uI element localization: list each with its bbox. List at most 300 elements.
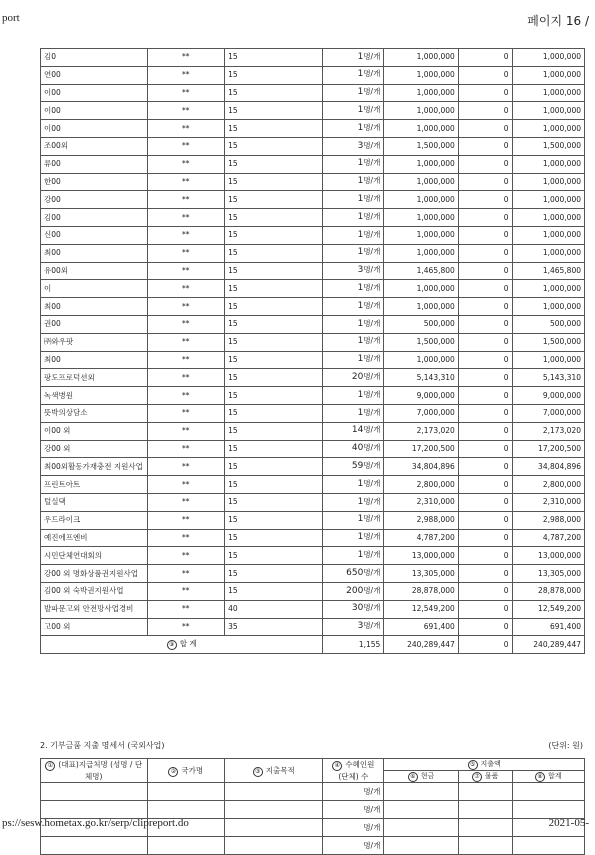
cell-count: 1명/개 [323, 155, 384, 173]
cell-id: ** [147, 102, 225, 120]
cell-country [147, 783, 225, 801]
cell-total: 28,878,000 [512, 582, 584, 600]
cell-cash: 1,500,000 [384, 333, 458, 351]
cell-total: 1,000,000 [512, 209, 584, 227]
cell-payee: 뜻박의상담소 [41, 404, 148, 422]
table-row [41, 137, 585, 155]
cell-goods: 0 [458, 244, 512, 262]
table-row [41, 511, 585, 529]
cell-count: 1명/개 [323, 547, 384, 565]
cell-id: ** [147, 120, 225, 138]
cell-cash: 1,465,800 [384, 262, 458, 280]
cell-goods: 0 [458, 458, 512, 476]
cell-total: 1,000,000 [512, 66, 584, 84]
cell-code: 15 [225, 102, 323, 120]
cell-cash: 1,000,000 [384, 66, 458, 84]
cell-count: 40명/개 [323, 440, 384, 458]
cell-id: ** [147, 422, 225, 440]
cell-total: 1,465,800 [512, 262, 584, 280]
cell-country [147, 837, 225, 855]
table-row [41, 529, 585, 547]
cell-payee: 털실댁 [41, 493, 148, 511]
cell-count: 30명/개 [323, 600, 384, 618]
cell-cash: 5,143,310 [384, 369, 458, 387]
table-row [41, 209, 585, 227]
cell-id: ** [147, 369, 225, 387]
cell-code: 15 [225, 244, 323, 262]
cell-cash: 2,988,000 [384, 511, 458, 529]
cell-cash: 1,000,000 [384, 298, 458, 316]
cell-total: 1,000,000 [512, 84, 584, 102]
total-count: 1,155 [323, 636, 384, 654]
cell-payee [41, 837, 148, 855]
cell-goods [458, 801, 512, 819]
cell-cash: 17,200,500 [384, 440, 458, 458]
cell-id: ** [147, 476, 225, 494]
expenditure-table [40, 48, 585, 654]
cell-total: 1,000,000 [512, 49, 584, 67]
browser-header-left: port [2, 12, 20, 24]
cell-payee: 이00 외 [41, 422, 148, 440]
cell-payee: 조00외 [41, 137, 148, 155]
table-row [41, 618, 585, 636]
cell-count: 3명/개 [323, 137, 384, 155]
cell-code: 15 [225, 280, 323, 298]
empty-row [41, 783, 585, 801]
total-label: ⑨ 합 계 [41, 636, 323, 654]
table-row [41, 173, 585, 191]
cell-cash: 691,400 [384, 618, 458, 636]
cell-payee: 김00 외 숙박권지원사업 [41, 582, 148, 600]
cell-payee: ㈜와우팟 [41, 333, 148, 351]
footer-url: ps://sesw.hometax.go.kr/serp/clipreport.do [2, 817, 189, 829]
cell-code: 15 [225, 493, 323, 511]
cell-goods: 0 [458, 226, 512, 244]
cell-cash: 2,800,000 [384, 476, 458, 494]
cell-id: ** [147, 66, 225, 84]
cell-goods: 0 [458, 315, 512, 333]
cell-payee: 이00 [41, 120, 148, 138]
cell-cash: 1,000,000 [384, 280, 458, 298]
table-row [41, 66, 585, 84]
table-row [41, 298, 585, 316]
empty-row [41, 837, 585, 855]
section2-title: 2. 기부금품 지출 명세서 (국외사업) [40, 741, 165, 750]
header-purpose: ③ 지출목적 [225, 759, 323, 783]
cell-goods [458, 837, 512, 855]
cell-goods: 0 [458, 84, 512, 102]
table-row [41, 600, 585, 618]
cell-goods [458, 819, 512, 837]
table-row [41, 244, 585, 262]
cell-code: 15 [225, 66, 323, 84]
cell-goods [458, 783, 512, 801]
cell-id: ** [147, 84, 225, 102]
cell-total: 1,500,000 [512, 137, 584, 155]
cell-beneficiaries: 명/개 [323, 837, 384, 855]
cell-id: ** [147, 333, 225, 351]
cell-total: 1,000,000 [512, 191, 584, 209]
cell-cash: 9,000,000 [384, 387, 458, 405]
cell-count: 1명/개 [323, 120, 384, 138]
cell-count: 1명/개 [323, 226, 384, 244]
cell-total: 1,000,000 [512, 298, 584, 316]
cell-total: 2,988,000 [512, 511, 584, 529]
cell-cash: 2,310,000 [384, 493, 458, 511]
cell-total: 1,000,000 [512, 244, 584, 262]
table-row [41, 333, 585, 351]
cell-cash: 1,000,000 [384, 120, 458, 138]
overseas-expenditure-table [40, 758, 585, 855]
cell-count: 650명/개 [323, 565, 384, 583]
cell-payee: 녹색병원 [41, 387, 148, 405]
table-row [41, 315, 585, 333]
cell-count: 3명/개 [323, 262, 384, 280]
cell-count: 3명/개 [323, 618, 384, 636]
cell-purpose [225, 819, 323, 837]
cell-payee: 최00외활동가재충전 지원사업 [41, 458, 148, 476]
cell-payee: 연00 [41, 66, 148, 84]
cell-id: ** [147, 511, 225, 529]
cell-id: ** [147, 155, 225, 173]
cell-id: ** [147, 440, 225, 458]
cell-goods: 0 [458, 582, 512, 600]
cell-code: 15 [225, 209, 323, 227]
cell-goods: 0 [458, 351, 512, 369]
page-number: 페이지 16 / [527, 14, 589, 28]
cell-count: 1명/개 [323, 244, 384, 262]
table-row [41, 422, 585, 440]
cell-cash: 1,000,000 [384, 102, 458, 120]
cell-country [147, 801, 225, 819]
table-row [41, 493, 585, 511]
table-row [41, 155, 585, 173]
cell-code: 35 [225, 618, 323, 636]
table-row [41, 387, 585, 405]
table-row [41, 84, 585, 102]
cell-payee: 발파문고외 안전망사업경비 [41, 600, 148, 618]
cell-cash: 4,787,200 [384, 529, 458, 547]
cell-cash: 1,000,000 [384, 226, 458, 244]
cell-total: 9,000,000 [512, 387, 584, 405]
cell-payee: 예진에프엔비 [41, 529, 148, 547]
cell-id: ** [147, 582, 225, 600]
table-row [41, 120, 585, 138]
cell-goods: 0 [458, 209, 512, 227]
cell-code: 15 [225, 529, 323, 547]
cell-goods: 0 [458, 280, 512, 298]
cell-id: ** [147, 137, 225, 155]
cell-goods: 0 [458, 600, 512, 618]
cell-payee: 신00 [41, 226, 148, 244]
footer-date: 2021-05- [548, 817, 589, 829]
cell-cash: 12,549,200 [384, 600, 458, 618]
cell-total: 5,143,310 [512, 369, 584, 387]
cell-count: 59명/개 [323, 458, 384, 476]
table-row [41, 440, 585, 458]
table-row [41, 102, 585, 120]
cell-goods: 0 [458, 66, 512, 84]
cell-id: ** [147, 547, 225, 565]
cell-code: 15 [225, 191, 323, 209]
cell-code: 15 [225, 298, 323, 316]
cell-purpose [225, 837, 323, 855]
header-total: ⑧ 합계 [512, 771, 584, 783]
cell-count: 1명/개 [323, 209, 384, 227]
cell-payee: 최00 [41, 244, 148, 262]
table-row [41, 458, 585, 476]
cell-id: ** [147, 618, 225, 636]
cell-id: ** [147, 315, 225, 333]
header-goods: ⑦ 물품 [458, 771, 512, 783]
cell-goods: 0 [458, 120, 512, 138]
cell-id: ** [147, 191, 225, 209]
cell-cash [384, 819, 458, 837]
cell-count: 1명/개 [323, 280, 384, 298]
cell-id: ** [147, 493, 225, 511]
cell-goods: 0 [458, 102, 512, 120]
header-payee: ① (대표)지급처명 (성명 / 단체명) [41, 759, 148, 783]
total-row [41, 636, 585, 654]
cell-goods: 0 [458, 49, 512, 67]
cell-count: 1명/개 [323, 493, 384, 511]
cell-cash: 500,000 [384, 315, 458, 333]
table-row [41, 191, 585, 209]
cell-id: ** [147, 404, 225, 422]
cell-count: 1명/개 [323, 191, 384, 209]
cell-total: 2,310,000 [512, 493, 584, 511]
cell-payee: 시민단체연대회의 [41, 547, 148, 565]
cell-id: ** [147, 209, 225, 227]
cell-payee: 강00 외 명화상품권지원사업 [41, 565, 148, 583]
cell-code: 15 [225, 226, 323, 244]
cell-payee: 이 [41, 280, 148, 298]
cell-code: 15 [225, 333, 323, 351]
cell-cash: 7,000,000 [384, 404, 458, 422]
cell-payee: 권00 [41, 315, 148, 333]
cell-count: 1명/개 [323, 529, 384, 547]
cell-code: 15 [225, 49, 323, 67]
total-cash: 240,289,447 [384, 636, 458, 654]
table-row [41, 226, 585, 244]
table-row [41, 280, 585, 298]
cell-code: 15 [225, 351, 323, 369]
cell-cash: 1,500,000 [384, 137, 458, 155]
cell-code: 15 [225, 547, 323, 565]
cell-goods: 0 [458, 547, 512, 565]
cell-cash: 2,173,020 [384, 422, 458, 440]
table-row [41, 547, 585, 565]
cell-code: 15 [225, 387, 323, 405]
cell-total: 12,549,200 [512, 600, 584, 618]
cell-id: ** [147, 565, 225, 583]
cell-code: 15 [225, 315, 323, 333]
cell-cash: 1,000,000 [384, 49, 458, 67]
cell-cash [384, 783, 458, 801]
cell-count: 1명/개 [323, 404, 384, 422]
cell-goods: 0 [458, 565, 512, 583]
cell-cash: 1,000,000 [384, 244, 458, 262]
cell-code: 15 [225, 369, 323, 387]
cell-purpose [225, 783, 323, 801]
cell-total [512, 783, 584, 801]
cell-total: 34,804,896 [512, 458, 584, 476]
cell-count: 1명/개 [323, 49, 384, 67]
cell-id: ** [147, 173, 225, 191]
cell-count: 1명/개 [323, 66, 384, 84]
cell-id: ** [147, 351, 225, 369]
cell-purpose [225, 801, 323, 819]
cell-goods: 0 [458, 493, 512, 511]
cell-goods: 0 [458, 191, 512, 209]
sub-header-row [41, 759, 585, 771]
cell-cash: 13,000,000 [384, 547, 458, 565]
cell-total: 691,400 [512, 618, 584, 636]
header-country: ② 국가명 [147, 759, 225, 783]
cell-payee [41, 801, 148, 819]
cell-id: ** [147, 244, 225, 262]
cell-total: 2,173,020 [512, 422, 584, 440]
table-row [41, 49, 585, 67]
cell-id: ** [147, 262, 225, 280]
cell-code: 15 [225, 582, 323, 600]
cell-code: 15 [225, 262, 323, 280]
cell-payee: 프린트아트 [41, 476, 148, 494]
cell-cash: 1,000,000 [384, 173, 458, 191]
cell-payee: 우드라이크 [41, 511, 148, 529]
cell-total: 17,200,500 [512, 440, 584, 458]
cell-goods: 0 [458, 298, 512, 316]
cell-id: ** [147, 600, 225, 618]
cell-code: 15 [225, 422, 323, 440]
cell-code: 15 [225, 137, 323, 155]
cell-payee: 팡도프로덕션외 [41, 369, 148, 387]
cell-count: 1명/개 [323, 315, 384, 333]
table-row [41, 582, 585, 600]
cell-cash: 1,000,000 [384, 84, 458, 102]
cell-goods: 0 [458, 173, 512, 191]
table-row [41, 262, 585, 280]
cell-id: ** [147, 298, 225, 316]
cell-count: 1명/개 [323, 84, 384, 102]
cell-cash: 1,000,000 [384, 351, 458, 369]
cell-id: ** [147, 387, 225, 405]
total-goods: 0 [458, 636, 512, 654]
cell-code: 15 [225, 440, 323, 458]
cell-total: 4,787,200 [512, 529, 584, 547]
cell-total: 2,800,000 [512, 476, 584, 494]
cell-cash: 1,000,000 [384, 209, 458, 227]
cell-cash [384, 837, 458, 855]
section2-unit: (단위: 원) [548, 741, 583, 750]
cell-goods: 0 [458, 333, 512, 351]
cell-count: 1명/개 [323, 511, 384, 529]
cell-code: 15 [225, 120, 323, 138]
cell-code: 15 [225, 458, 323, 476]
cell-payee: 강00 외 [41, 440, 148, 458]
cell-goods: 0 [458, 618, 512, 636]
cell-payee: 김0 [41, 49, 148, 67]
cell-count: 1명/개 [323, 387, 384, 405]
cell-payee: 이00 [41, 84, 148, 102]
cell-beneficiaries: 명/개 [323, 801, 384, 819]
cell-count: 1명/개 [323, 351, 384, 369]
cell-goods: 0 [458, 422, 512, 440]
cell-id: ** [147, 49, 225, 67]
cell-id: ** [147, 458, 225, 476]
header-beneficiaries: ④ 수혜인원 (단체) 수 [323, 759, 384, 783]
cell-total: 1,000,000 [512, 351, 584, 369]
cell-payee: 이00 [41, 102, 148, 120]
cell-goods: 0 [458, 137, 512, 155]
cell-total: 1,000,000 [512, 120, 584, 138]
cell-total: 13,000,000 [512, 547, 584, 565]
cell-code: 15 [225, 404, 323, 422]
cell-count: 1명/개 [323, 173, 384, 191]
cell-goods: 0 [458, 262, 512, 280]
cell-cash: 13,305,000 [384, 565, 458, 583]
table-row [41, 351, 585, 369]
table-row [41, 369, 585, 387]
cell-id: ** [147, 529, 225, 547]
cell-total: 7,000,000 [512, 404, 584, 422]
cell-count: 1명/개 [323, 333, 384, 351]
cell-payee: 류00 [41, 155, 148, 173]
cell-id: ** [147, 226, 225, 244]
cell-payee: 최00 [41, 351, 148, 369]
cell-count: 1명/개 [323, 298, 384, 316]
cell-goods: 0 [458, 404, 512, 422]
cell-beneficiaries: 명/개 [323, 819, 384, 837]
cell-goods: 0 [458, 511, 512, 529]
header-cash: ⑥ 현금 [384, 771, 458, 783]
cell-total: 1,000,000 [512, 173, 584, 191]
cell-cash [384, 801, 458, 819]
cell-total [512, 837, 584, 855]
cell-code: 40 [225, 600, 323, 618]
cell-goods: 0 [458, 529, 512, 547]
cell-cash: 1,000,000 [384, 191, 458, 209]
table-row [41, 404, 585, 422]
cell-count: 1명/개 [323, 476, 384, 494]
cell-total: 1,000,000 [512, 102, 584, 120]
cell-total [512, 801, 584, 819]
cell-payee: 유00외 [41, 262, 148, 280]
cell-goods: 0 [458, 476, 512, 494]
cell-cash: 1,000,000 [384, 155, 458, 173]
header-expenditure: ⑤ 지출액 [384, 759, 585, 771]
cell-code: 15 [225, 511, 323, 529]
cell-goods: 0 [458, 155, 512, 173]
cell-count: 14명/개 [323, 422, 384, 440]
cell-cash: 28,878,000 [384, 582, 458, 600]
cell-goods: 0 [458, 387, 512, 405]
cell-count: 20명/개 [323, 369, 384, 387]
cell-payee: 고00 외 [41, 618, 148, 636]
cell-count: 1명/개 [323, 102, 384, 120]
cell-payee: 강00 [41, 191, 148, 209]
empty-row [41, 801, 585, 819]
cell-total: 500,000 [512, 315, 584, 333]
cell-goods: 0 [458, 369, 512, 387]
cell-total: 13,305,000 [512, 565, 584, 583]
cell-total: 1,000,000 [512, 280, 584, 298]
total-total: 240,289,447 [512, 636, 584, 654]
cell-code: 15 [225, 173, 323, 191]
cell-payee: 김00 [41, 209, 148, 227]
cell-cash: 34,804,896 [384, 458, 458, 476]
cell-beneficiaries: 명/개 [323, 783, 384, 801]
